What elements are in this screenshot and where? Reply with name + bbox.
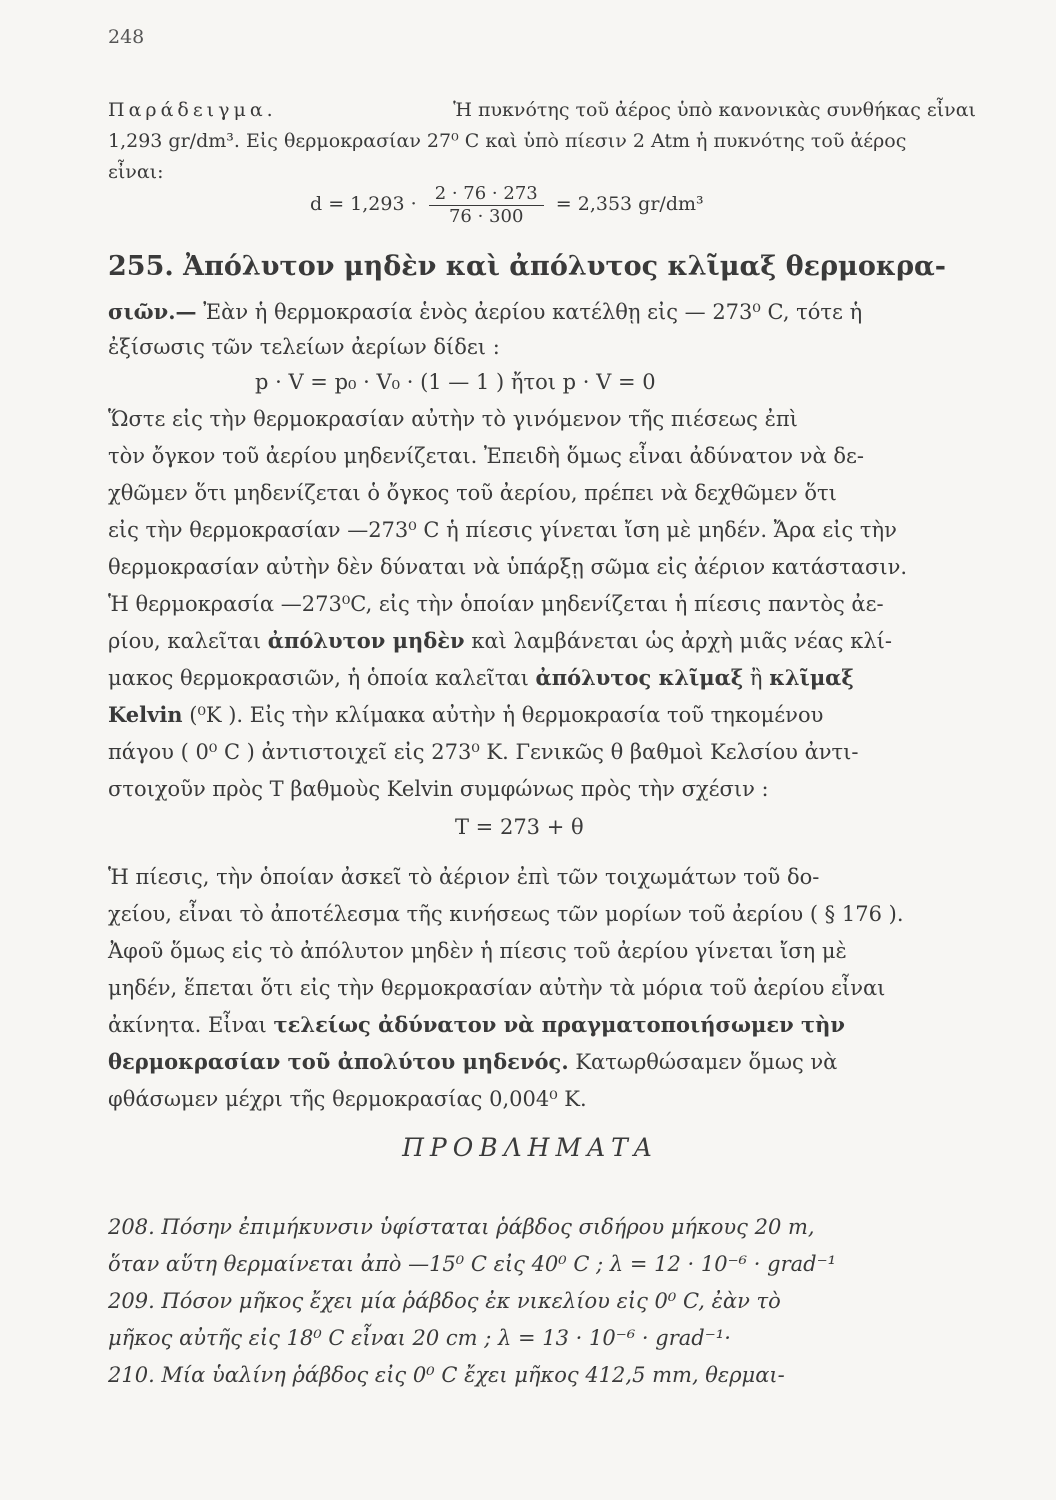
- example-line-2: 1,293 gr/dm³. Εἰς θερμοκρασίαν 27⁰ C καὶ ὑπὸ πίεσιν 2 Atm ἡ πυκνότης τοῦ ἀέρος: [108, 130, 907, 152]
- problems-title: ΠΡΟΒΛΗΜΑΤΑ: [402, 1133, 658, 1162]
- paragraph-1-line-8: [108, 663, 976, 693]
- formula-lhs: d = 1,293 ·: [310, 193, 417, 215]
- paragraph-1-line-3: χθῶμεν ὅτι μηδενίζεται ὁ ὄγκος τοῦ ἀερίου, πρέπει νὰ δεχθῶμεν ὅτι: [108, 481, 837, 505]
- text-span: Κατωρθώσαμεν ὅμως νὰ: [575, 1050, 838, 1074]
- paragraph-2-line-1: Ἡ πίεσις, τὴν ὁποίαν ἀσκεῖ τὸ ἀέριον ἐπὶ τῶν τοιχωμάτων τοῦ δο-: [108, 865, 820, 889]
- emphasis-impossible: τελείως ἀδύνατον νὰ πραγματοποιήσωμεν τὴν: [273, 1012, 845, 1037]
- paragraph-1-line-5: θερμοκρασίαν αὐτὴν δὲν δύναται νὰ ὑπάρξῃ σῶμα εἰς ἀέριον κατάστασιν.: [108, 555, 908, 579]
- section-line-3: ἐξίσωσις τῶν τελείων ἀερίων δίδει :: [108, 335, 500, 359]
- paragraph-2-line-7: φθάσωμεν μέχρι τῆς θερμοκρασίας 0,004⁰ K.: [108, 1087, 587, 1111]
- paragraph-2-line-6: [108, 1047, 976, 1077]
- text-span: ρίου, καλεῖται: [108, 629, 262, 653]
- paragraph-1-line-11: στοιχοῦν πρὸς T βαθμοὺς Kelvin συμφώνως πρὸς τὴν σχέσιν :: [108, 777, 769, 801]
- text-span: (⁰K ). Εἰς τὴν κλίμακα αὐτὴν ἡ θερμοκρασία τοῦ τηκομένου: [189, 703, 824, 727]
- term-kelvin: Kelvin: [108, 702, 183, 727]
- term-absolute-zero: ἀπόλυτον μηδὲν: [267, 628, 465, 653]
- paragraph-1-line-4: εἰς τὴν θερμοκρασίαν —273⁰ C ἡ πίεσις γίνεται ἴση μὲ μηδέν. Ἄρα εἰς τὴν: [108, 518, 897, 542]
- example-line-1: [108, 95, 976, 125]
- example-label: Παράδειγμα.: [108, 99, 277, 121]
- section-line-2: [108, 297, 976, 327]
- problem-line-2: ὅταν αὕτη θερμαίνεται ἀπὸ —15⁰ C εἰς 40⁰ C ; λ = 12 · 10⁻⁶ · grad⁻¹: [108, 1252, 837, 1276]
- section-heading: 255. Ἀπόλυτον μηδὲν καὶ ἀπόλυτος κλῖμαξ θερμοκρα-: [108, 251, 947, 282]
- problem-line-4: μῆκος αὐτῆς εἰς 18⁰ C εἶναι 20 cm ; λ = 13 · 10⁻⁶ · grad⁻¹·: [108, 1326, 731, 1350]
- paragraph-2-line-5: [108, 1010, 976, 1040]
- text-span: ἢ: [749, 666, 763, 690]
- text-span: καὶ λαμβάνεται ὡς ἀρχὴ μιᾶς νέας κλί-: [471, 629, 892, 653]
- formula-numerator: 2 · 76 · 273: [429, 183, 544, 206]
- paragraph-1-line-10: πάγου ( 0⁰ C ) ἀντιστοιχεῖ εἰς 273⁰ K. Γενικῶς θ βαθμοὶ Κελσίου ἀντι-: [108, 740, 859, 764]
- paragraph-2-line-3: Ἀφοῦ ὅμως εἰς τὸ ἀπόλυτον μηδὲν ἡ πίεσις τοῦ ἀερίου γίνεται ἴση μὲ: [108, 939, 847, 963]
- formula-fraction: [429, 183, 544, 228]
- example-formula: [310, 182, 870, 228]
- paragraph-1-line-9: [108, 700, 976, 730]
- page-number: 248: [108, 26, 145, 48]
- text-span: ἀκίνητα. Εἶναι: [108, 1013, 267, 1037]
- problem-line-3: 209. Πόσον μῆκος ἔχει μία ῥάβδος ἐκ νικελίου εἰς 0⁰ C, ἐὰν τὸ: [108, 1289, 781, 1313]
- problem-line-5: 210. Μία ὑαλίνη ῥάβδος εἰς 0⁰ C ἔχει μῆκος 412,5 mm, θερμαι-: [108, 1363, 785, 1387]
- paragraph-1-line-7: [108, 626, 976, 656]
- paragraph-1-line-1: Ὥστε εἰς τὴν θερμοκρασίαν αὐτὴν τὸ γινόμενον τῆς πιέσεως ἐπὶ: [108, 407, 798, 431]
- text-span: μακος θερμοκρασιῶν, ἡ ὁποία καλεῖται: [108, 666, 529, 690]
- equation-1: p · V = p₀ · V₀ · (1 — 1 ) ἤτοι p · V = 0: [255, 370, 656, 394]
- term-absolute-scale: ἀπόλυτος κλῖμαξ: [535, 665, 744, 690]
- term-scale: κλῖμαξ: [769, 665, 854, 690]
- formula-denominator: 76 · 300: [448, 205, 524, 227]
- formula-rhs: = 2,353 gr/dm³: [555, 193, 704, 215]
- problem-line-1: 208. Πόσην ἐπιμήκυνσιν ὑφίσταται ῥάβδος σιδήρου μήκους 20 m,: [108, 1215, 815, 1239]
- example-text: Ἡ πυκνότης τοῦ ἀέρος ὑπὸ κανονικὰς συνθήκας εἶναι: [453, 99, 976, 121]
- example-line-3: εἶναι:: [108, 161, 164, 183]
- section-heading-end: σιῶν.—: [108, 299, 197, 324]
- paragraph-2-line-2: χείου, εἶναι τὸ ἀποτέλεσμα τῆς κινήσεως τῶν μορίων τοῦ ἀερίου ( § 176 ).: [108, 902, 904, 926]
- emphasis-absolute-zero-temp: θερμοκρασίαν τοῦ ἀπολύτου μηδενός.: [108, 1049, 569, 1074]
- paragraph-1-line-2: τὸν ὄγκον τοῦ ἀερίου μηδενίζεται. Ἐπειδὴ ὅμως εἶναι ἀδύνατον νὰ δε-: [108, 444, 864, 468]
- section-intro: Ἐὰν ἡ θερμοκρασία ἑνὸς ἀερίου κατέλθῃ εἰς — 273⁰ C, τότε ἡ: [203, 300, 863, 324]
- paragraph-2-line-4: μηδέν, ἕπεται ὅτι εἰς τὴν θερμοκρασίαν αὐτὴν τὰ μόρια τοῦ ἀερίου εἶναι: [108, 976, 886, 1000]
- paragraph-1-line-6: Ἡ θερμοκρασία —273⁰C, εἰς τὴν ὁποίαν μηδενίζεται ἡ πίεσις παντὸς ἀε-: [108, 592, 884, 616]
- equation-2: T = 273 + θ: [455, 815, 584, 839]
